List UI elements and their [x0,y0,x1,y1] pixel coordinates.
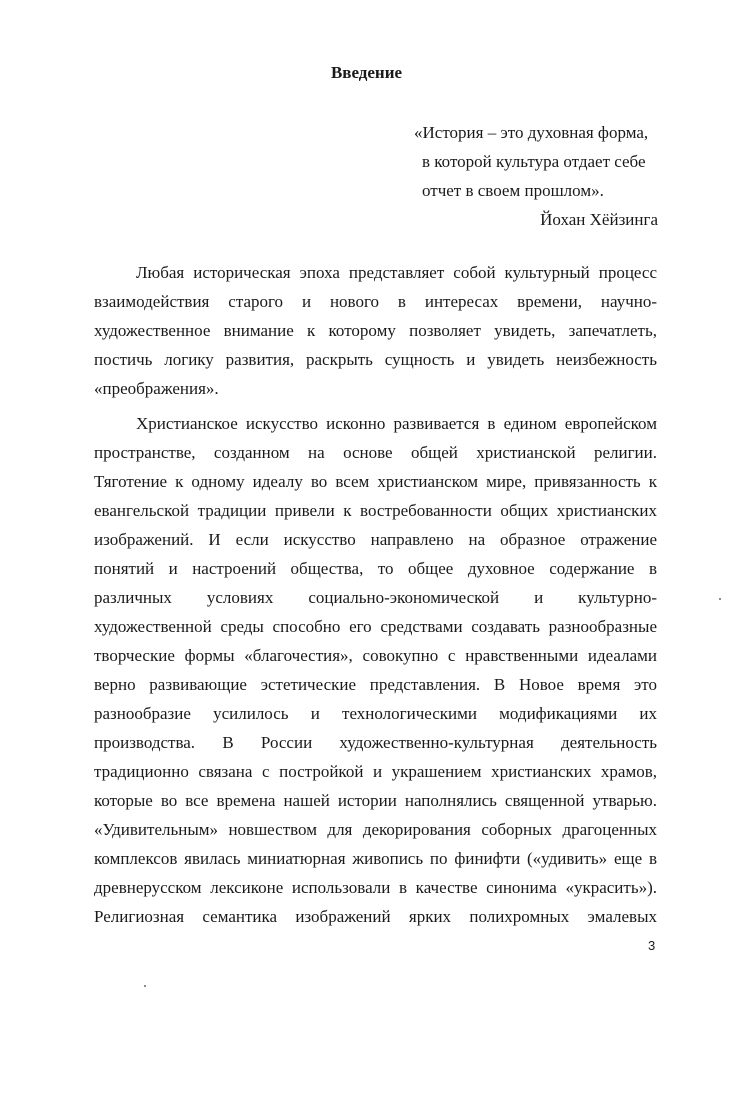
text-line: Религиозная семантика изображений ярких полихромных эмалевых [94,907,657,926]
text-line: которые во все времена нашей истории наполнялись священной утварью. [94,791,657,810]
epigraph [414,118,664,234]
epigraph-line: «История – это духовная форма, [414,123,649,142]
page-number: 3 [648,938,656,953]
text-line: художественной среды способно его средствами создавать разнообразные [94,617,657,636]
page-title: Введение [330,63,403,82]
body-text [94,258,657,931]
text-line: древнерусском лексиконе использовали в качестве синонима «украсить»). [94,878,657,897]
text-line: комплексов явилась миниатюрная живопись по финифти («удивить» еще в [94,849,657,868]
text-line: верно развивающие эстетические представления. В Новое время это [94,675,657,694]
text-line: различных условиях социально-экономической и культурно- [94,588,657,607]
epigraph-line: отчет в своем прошлом». [422,181,604,200]
scan-speck [144,985,146,987]
text-line: разнообразие усилилось и технологическими модификациями их [94,704,657,723]
text-line: Любая историческая эпоха представляет собой культурный процесс [136,263,657,282]
epigraph-author: Йохан Хёйзинга [540,210,658,229]
text-line: пространстве, созданном на основе общей христианской религии. [94,443,657,462]
text-line: изображений. И если искусство направлено на образное отражение [94,530,657,549]
text-line: «Удивительным» новшеством для декорирования соборных драгоценных [94,820,657,839]
text-line: художественное внимание к которому позволяет увидеть, запечатлеть, [94,321,657,340]
text-line: производства. В России художественно-культурная деятельность [94,733,657,752]
text-line: творческие формы «благочестия», совокупно с нравственными идеалами [94,646,657,665]
scan-speck [719,598,721,600]
text-line: традиционно связана с постройкой и украшением христианских храмов, [94,762,657,781]
epigraph-line: в которой культура отдает себе [422,152,646,171]
text-line: «преображения». [94,379,219,398]
text-line: евангельской традиции привели к востребованности общих христианских [94,501,657,520]
text-line: Христианское искусство исконно развивается в едином европейском [136,414,657,433]
text-line: постичь логику развития, раскрыть сущность и увидеть неизбежность [94,350,657,369]
text-line: понятий и настроений общества, то общее духовное содержание в [94,559,657,578]
text-line: взаимодействия старого и нового в интересах времени, научно- [94,292,657,311]
text-line: Тяготение к одному идеалу во всем христианском мире, привязанность к [94,472,657,491]
